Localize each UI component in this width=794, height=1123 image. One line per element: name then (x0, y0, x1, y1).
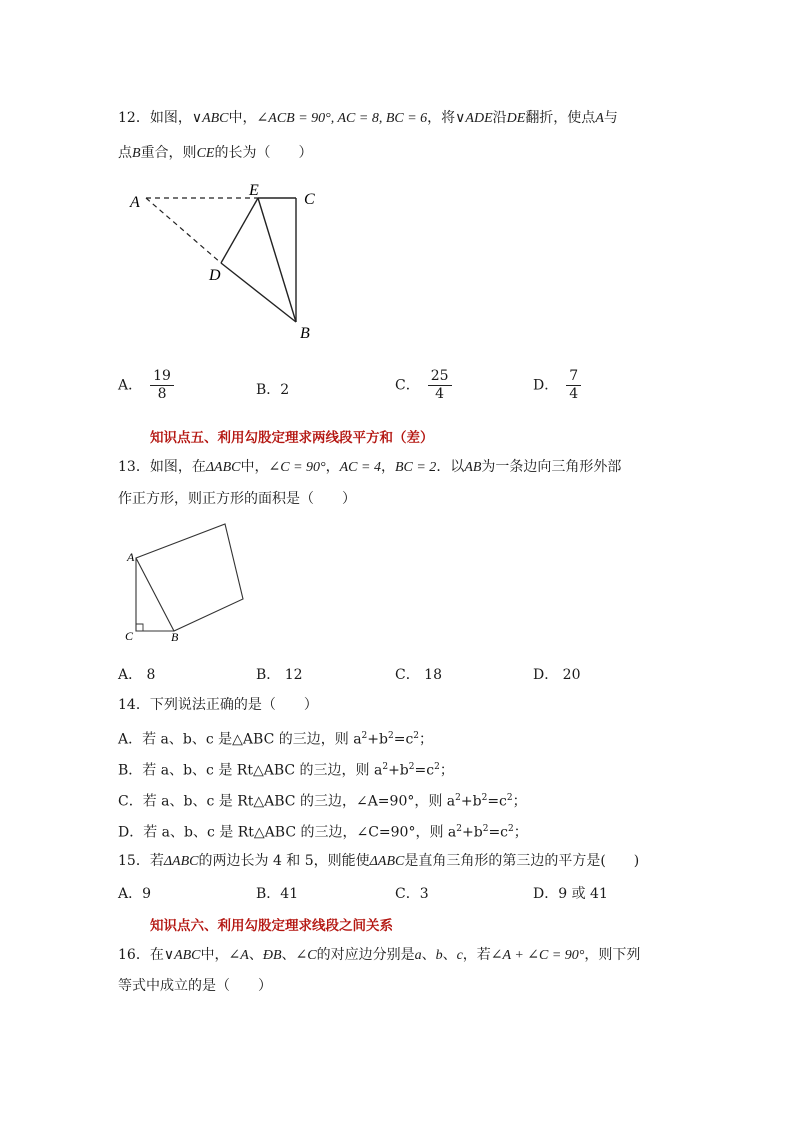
right-angle-mark (136, 624, 143, 631)
q12-option-a[interactable]: A． $\frac{19}{8}$ (118, 368, 174, 403)
section-heading-6: 知识点六、利用勾股定理求线段之间关系 (150, 918, 393, 934)
q14-option-c[interactable]: C．若 a、b、c 是 Rt△ABC 的三边，∠A=90°，则 $a^2+b^2=c^2$； (118, 793, 527, 810)
q15-option-d[interactable]: D．9 或 41 (533, 886, 608, 902)
q15-option-b[interactable]: B．41 (256, 886, 299, 902)
q12-number: 12． (118, 110, 150, 126)
label-d: D (209, 267, 221, 284)
q14-option-a[interactable]: A．若 a、b、c 是△ABC 的三边，则 $a^2+b^2=c^2$； (118, 731, 434, 748)
q12-line-2: 点B重合，则CE的长为（ ） (118, 145, 313, 161)
q15-stem: 15．若ΔABC的两边长为 4 和 5，则能使ΔABC是直角三角形的第三边的平方是( ) (118, 853, 640, 869)
fraction: $\frac{25}{4}$ (428, 368, 452, 403)
dashed-line-ad (146, 198, 221, 263)
q12-option-d[interactable]: D． $\frac{7}{4}$ (533, 368, 581, 403)
label-a: A (130, 194, 140, 211)
fraction: $\frac{19}{8}$ (150, 368, 174, 403)
section-heading-5: 知识点五、利用勾股定理求两线段平方和（差） (150, 430, 434, 446)
q13-number: 13． (118, 459, 150, 475)
label-c: C (125, 629, 134, 643)
label-b: B (171, 630, 179, 644)
q16-line-2: 等式中成立的是（ ） (118, 978, 272, 994)
q13-line-1: 13．如图，在ΔABC中，∠C = 90°，AC = 4，BC = 2．以AB为一条边向三角形外部 (118, 459, 622, 475)
label-a: A (127, 550, 135, 564)
fraction: $\frac{7}{4}$ (566, 368, 581, 403)
q15-option-a[interactable]: A．9 (118, 886, 152, 902)
square (136, 524, 243, 631)
line-eb (258, 198, 296, 322)
q12-figure (120, 180, 340, 345)
q15-option-c[interactable]: C．3 (395, 886, 429, 902)
q12-line-1: 12．如图，∨ABC中，∠ACB = 90°, AC = 8, BC = 6，将∨ADE沿DE翻折，使点A与 (118, 110, 618, 126)
q12-option-c[interactable]: C． $\frac{25}{4}$ (395, 368, 452, 403)
q13-figure (118, 520, 253, 645)
q13-option-d[interactable]: D． 20 (533, 667, 581, 683)
q14-option-b[interactable]: B．若 a、b、c 是 Rt△ABC 的三边，则 $a^2+b^2=c^2$； (118, 762, 454, 779)
label-b: B (300, 325, 310, 342)
q13-option-c[interactable]: C． 18 (395, 667, 442, 683)
q13-option-b[interactable]: B． 12 (256, 667, 303, 683)
q14-option-d[interactable]: D．若 a、b、c 是 Rt△ABC 的三边，∠C=90°，则 $a^2+b^2=c^2$； (118, 824, 528, 841)
q13-line-2: 作正方形，则正方形的面积是（ ） (118, 491, 356, 507)
label-e: E (249, 182, 259, 199)
line-db (221, 263, 296, 322)
label-c: C (304, 191, 315, 208)
q12-option-b[interactable]: B．2 (256, 382, 290, 398)
q13-option-a[interactable]: A． 8 (118, 667, 156, 683)
q16-line-1: 16．在∨ABC中，∠A、ÐB、∠C的对应边分别是a、b、c，若∠A + ∠C = 90°，则下列 (118, 947, 641, 963)
q14-stem: 14．下列说法正确的是（ ） (118, 697, 318, 713)
line-de (221, 198, 258, 263)
